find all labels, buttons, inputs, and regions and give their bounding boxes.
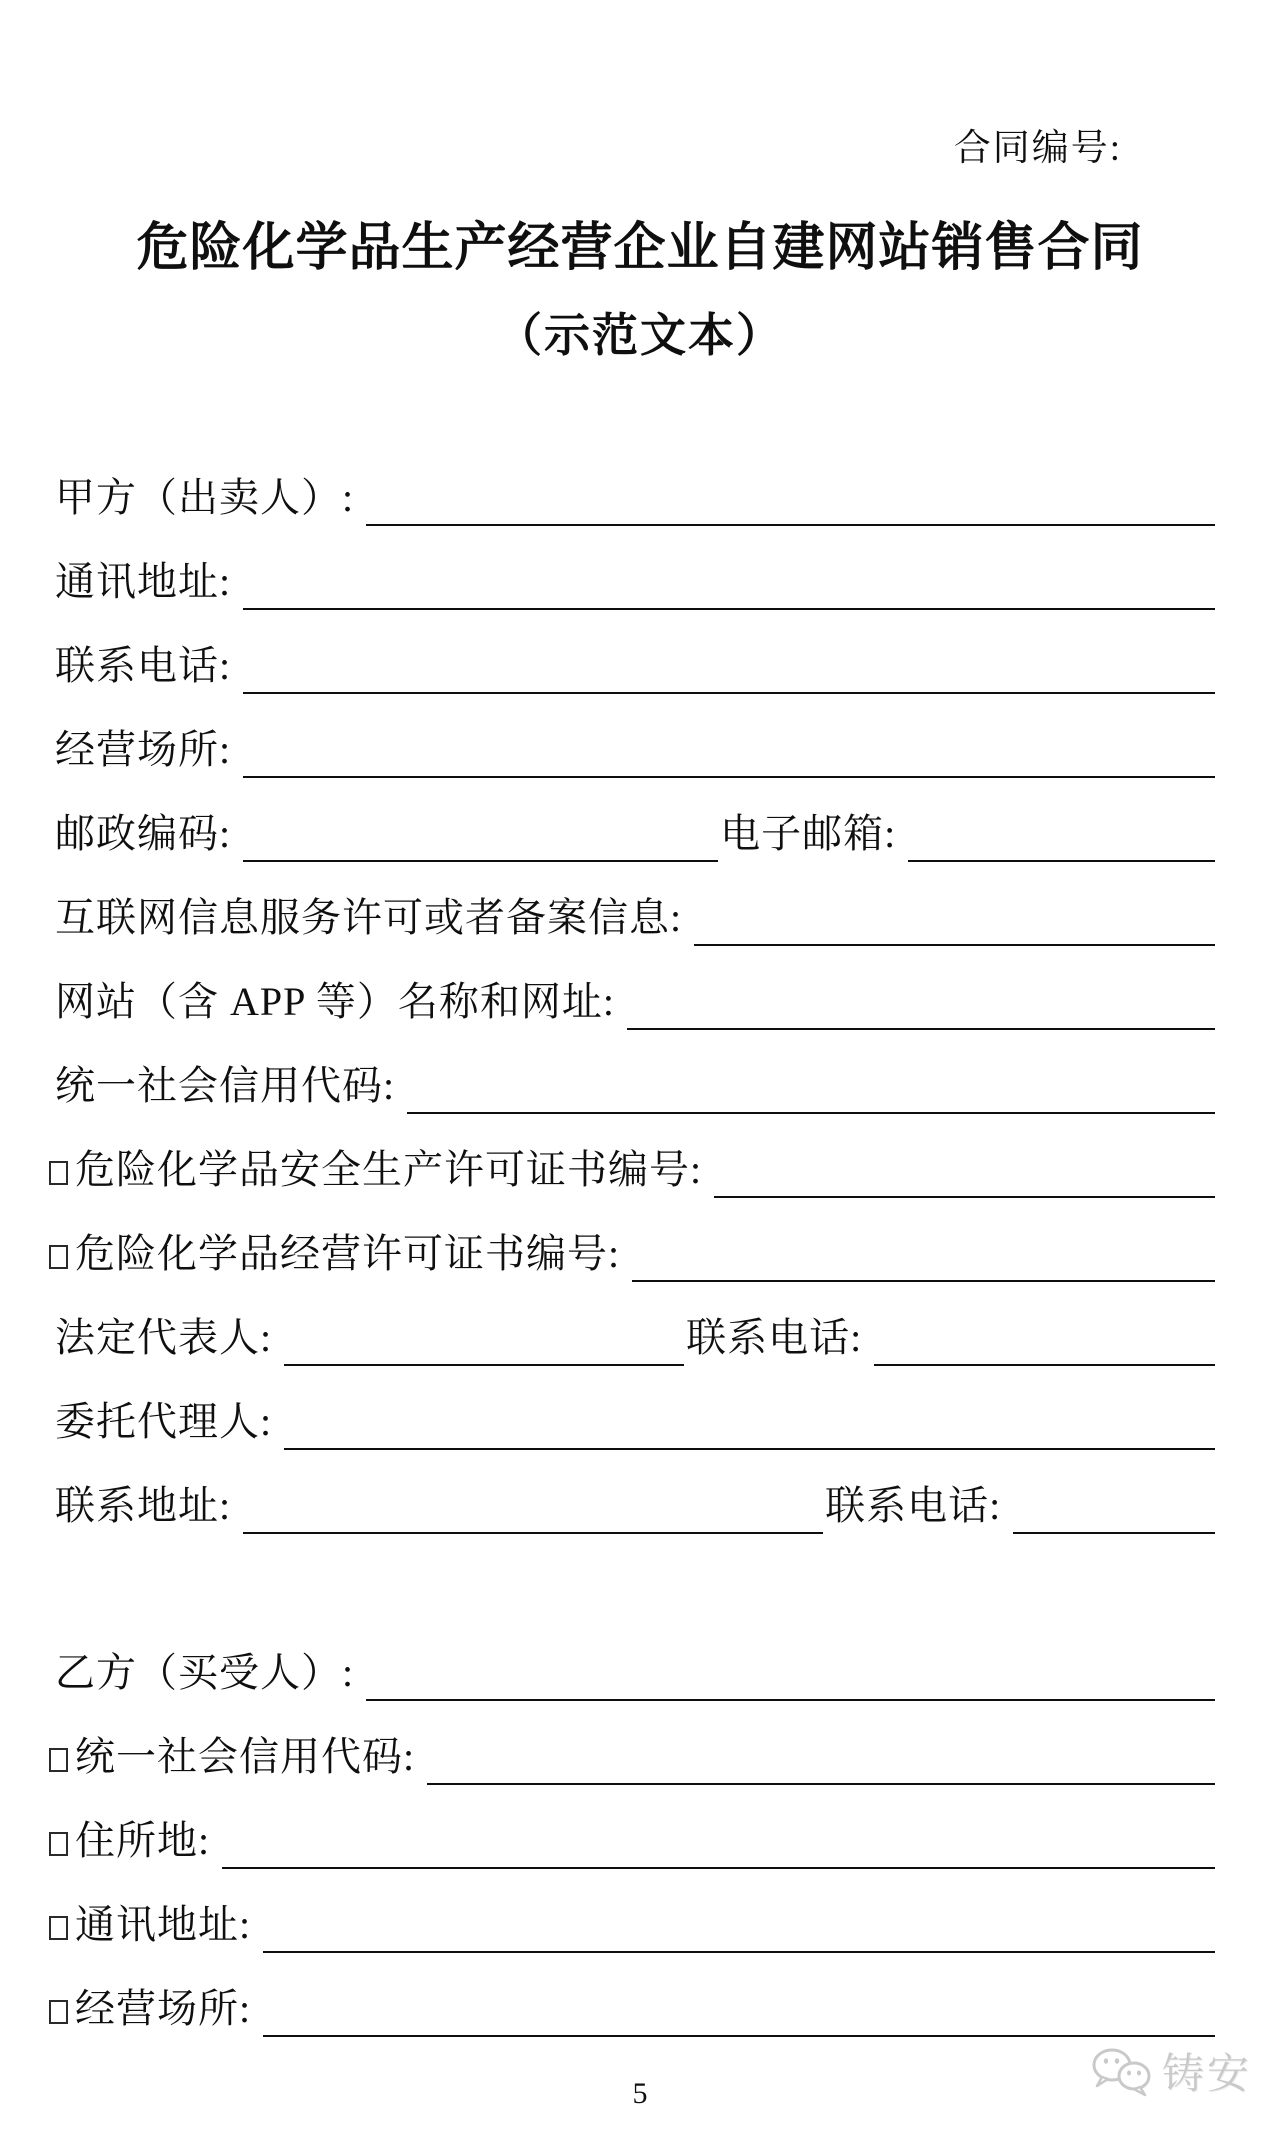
row-business-premises: [55, 726, 1215, 778]
field-label: 委托代理人:: [55, 1399, 273, 1444]
field-label: 通讯地址:: [55, 559, 232, 604]
field-label: 邮政编码:: [55, 811, 232, 856]
field-label: 经营场所:: [55, 727, 232, 772]
row-postal-code-email: [55, 810, 1215, 862]
checkbox-icon: [49, 1916, 68, 1940]
field-label: 危险化学品安全生产许可证书编号:: [75, 1147, 703, 1192]
checkbox-icon: [49, 1245, 68, 1269]
field-label: 危险化学品经营许可证书编号:: [75, 1231, 621, 1276]
row-mailing-address: [55, 558, 1215, 610]
blank-underline: [427, 1739, 1215, 1785]
field-label: 经营场所:: [75, 1986, 252, 2031]
document-subtitle: （示范文本）: [496, 310, 784, 361]
blank-underline: [243, 648, 1215, 694]
contract-header-form: [0, 474, 1280, 2037]
page-number: 5: [632, 2077, 648, 2110]
field-label: 联系电话:: [825, 1483, 1002, 1528]
field-label: 电子邮箱:: [720, 811, 897, 856]
row-party-b: [55, 1649, 1215, 1701]
field-label: 法定代表人:: [55, 1315, 273, 1360]
field-label: 联系电话:: [55, 643, 232, 688]
field-label: 网站（含 APP 等）名称和网址:: [55, 979, 616, 1024]
checkbox-icon: [49, 2000, 68, 2024]
contract-number-label: 合同编号:: [953, 128, 1122, 169]
field-label: 联系地址:: [55, 1483, 232, 1528]
checkbox-icon: [49, 1161, 68, 1185]
blank-underline: [222, 1823, 1215, 1869]
blank-underline: [243, 1488, 823, 1534]
blank-underline: [284, 1320, 684, 1366]
row-website-name-url: [55, 978, 1215, 1030]
checkbox-icon: [49, 1832, 68, 1856]
checkbox-icon: [49, 1748, 68, 1772]
row-contact-address-phone: [55, 1482, 1215, 1534]
row-contact-phone: [55, 642, 1215, 694]
watermark-text: 铸安: [1161, 2051, 1252, 2098]
row-party-a: [55, 474, 1215, 526]
blank-underline: [366, 480, 1215, 526]
row-b-residence: [55, 1817, 1215, 1869]
blank-underline: [908, 816, 1215, 862]
row-legal-representative-phone: [55, 1314, 1215, 1366]
field-label: 住所地:: [75, 1818, 211, 1863]
blank-underline: [243, 816, 718, 862]
blank-underline: [243, 732, 1215, 778]
blank-underline: [263, 1907, 1215, 1953]
blank-underline: [243, 564, 1215, 610]
field-label: 通讯地址:: [75, 1902, 252, 1947]
field-label: 联系电话:: [686, 1315, 863, 1360]
field-label: 乙方（买受人）:: [55, 1650, 355, 1695]
row-b-social-credit-code: [55, 1733, 1215, 1785]
field-label: 统一社会信用代码:: [55, 1063, 396, 1108]
row-internet-service-license: [55, 894, 1215, 946]
field-label: 统一社会信用代码:: [75, 1734, 416, 1779]
blank-underline: [366, 1655, 1215, 1701]
row-social-credit-code: [55, 1062, 1215, 1114]
blank-underline: [694, 900, 1215, 946]
row-authorized-agent: [55, 1398, 1215, 1450]
blank-underline: [874, 1320, 1215, 1366]
row-operation-license-no: [55, 1230, 1215, 1282]
field-label: 甲方（出卖人）:: [55, 475, 355, 520]
blank-underline: [263, 1991, 1215, 2037]
blank-underline: [1013, 1488, 1215, 1534]
blank-underline: [714, 1152, 1215, 1198]
blank-underline: [284, 1404, 1215, 1450]
row-b-business-premises: [55, 1985, 1215, 2037]
document-title: 危险化学品生产经营企业自建网站销售合同: [136, 220, 1144, 277]
row-b-mailing-address: [55, 1901, 1215, 1953]
field-label: 互联网信息服务许可或者备案信息:: [55, 895, 683, 940]
blank-underline: [632, 1236, 1215, 1282]
row-safety-production-license-no: [55, 1146, 1215, 1198]
blank-underline: [627, 984, 1215, 1030]
blank-underline: [407, 1068, 1215, 1114]
